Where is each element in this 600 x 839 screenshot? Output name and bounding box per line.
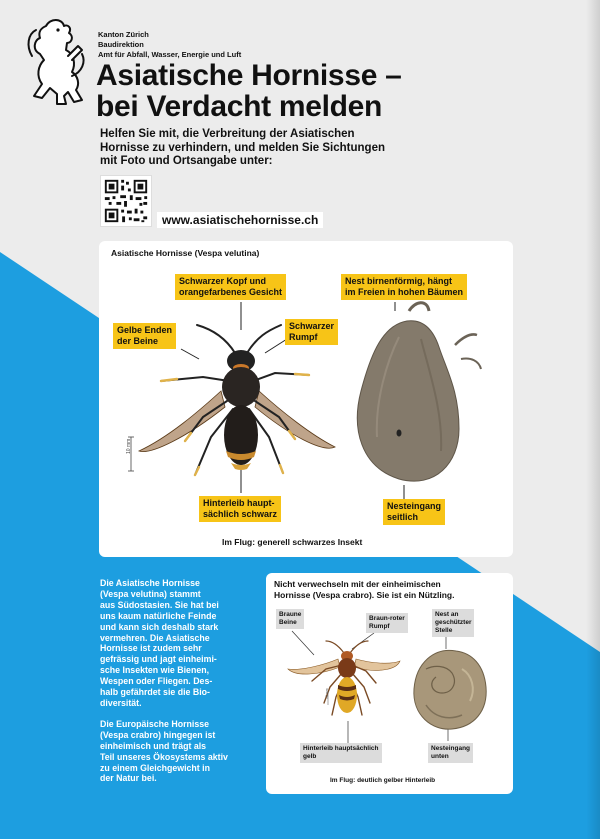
title-line-2: bei Verdacht melden	[96, 90, 383, 123]
asian-hornet-card	[99, 241, 513, 557]
european-hornet-card	[266, 573, 513, 794]
label-nest-shape	[341, 274, 467, 300]
info-p1-line: gefrässig und jagt einheimi-	[100, 654, 217, 665]
asian-hornet-nest	[357, 303, 481, 481]
label-eu-nest-line-2: geschützter	[435, 619, 472, 626]
label-nest-entrance	[383, 499, 445, 525]
canton-header	[98, 30, 241, 60]
european-heading-line-2: Hornisse (Vespa crabro). Sie ist ein Nützling.	[274, 589, 455, 600]
label-eu-legs-line-2: Beine	[279, 619, 297, 626]
info-p1-line: uns kaum natürliche Feinde	[100, 610, 217, 621]
label-thorax-line-2: Rumpf	[289, 332, 318, 342]
directorate-name: Baudirektion	[98, 40, 144, 49]
nest-entrance-hole	[397, 430, 402, 437]
info-p1-line: Hornisse ist zudem sehr	[100, 643, 202, 654]
qr-code[interactable]	[100, 175, 152, 227]
label-head-line-2: orangefarbenes Gesicht	[179, 287, 283, 297]
info-p1-line: Die Asiatische Hornisse	[100, 578, 200, 588]
scale-label: 10 mm	[126, 438, 132, 454]
label-abdomen-line-2: sächlich schwarz	[203, 509, 278, 519]
info-paragraph-1	[100, 578, 260, 709]
hornet-thorax	[222, 367, 260, 407]
info-p2-line: der Natur bei.	[100, 773, 157, 784]
info-p2-line: (Vespa crabro) hingegen ist	[100, 729, 216, 740]
label-european-nest	[432, 609, 474, 637]
info-p2-line: einheimisch und trägt als	[100, 740, 207, 751]
page-title	[96, 60, 402, 122]
intro-text	[100, 128, 480, 169]
label-eu-nest-line-3: Stelle	[435, 627, 453, 634]
canton-name: Kanton Zürich	[98, 30, 149, 39]
info-p2-line: Teil unseres Ökosystems aktiv	[100, 751, 228, 762]
label-legs-line-2: der Beine	[117, 336, 159, 346]
european-scale-label: 10 mm	[325, 688, 329, 699]
label-eu-abdomen-line-1: Hinterleib hauptsächlich	[303, 745, 379, 752]
info-p1-line: halb gefährdet sie die Bio-	[100, 687, 210, 698]
label-entrance-line-1: Nesteingang	[387, 501, 442, 511]
info-paragraph-2	[100, 719, 260, 784]
label-european-abdomen	[300, 743, 382, 763]
label-abdomen	[199, 496, 281, 522]
info-p1-line: sche Insekten wie Bienen,	[100, 665, 210, 676]
label-nest-line-2: im Freien in hohen Bäumen	[345, 287, 464, 297]
label-eu-nest-line-1: Nest an	[435, 611, 459, 618]
european-heading-line-1: Nicht verwechseln mit der einheimischen	[274, 579, 441, 589]
info-p1-line: aus Südostasien. Sie hat bei	[100, 599, 219, 610]
info-p1-line: vermehren. Die Asiatische	[100, 632, 210, 643]
label-legs	[113, 323, 176, 349]
intro-line-3: mit Foto und Ortsangabe unter:	[100, 155, 273, 167]
label-entrance-line-2: seitlich	[387, 512, 419, 522]
left-wing	[139, 391, 225, 452]
report-website-link[interactable]: www.asiatischehornisse.ch	[157, 212, 323, 228]
asian-hornet-heading: Asiatische Hornisse (Vespa velutina)	[111, 248, 260, 258]
label-legs-line-1: Gelbe Enden	[117, 325, 173, 335]
info-p2-line: zu einem Gleichgewicht in	[100, 762, 210, 773]
intro-line-1: Helfen Sie mit, die Verbreitung der Asiatischen	[100, 128, 355, 140]
office-name: Amt für Abfall, Wasser, Energie und Luft	[98, 50, 242, 59]
label-eu-entrance-line-1: Nesteingang	[431, 745, 471, 752]
label-eu-entrance-line-2: unten	[431, 753, 449, 760]
page-edge-shadow	[586, 0, 600, 839]
label-abdomen-line-1: Hinterleib haupt-	[203, 498, 275, 508]
flight-note: Im Flug: generell schwarzes Insekt	[222, 537, 363, 547]
label-european-thorax	[366, 613, 408, 633]
info-text	[100, 578, 260, 794]
label-nest-line-1: Nest birnenförmig, hängt	[345, 276, 453, 286]
label-head	[175, 274, 286, 300]
title-line-1: Asiatische Hornisse –	[96, 59, 402, 92]
intro-line-2: Hornisse zu verhindern, und melden Sie Sichtungen	[100, 141, 385, 154]
label-european-entrance	[428, 743, 473, 763]
label-eu-abdomen-line-2: gelb	[303, 753, 317, 760]
label-eu-thorax-line-2: Rumpf	[369, 623, 390, 630]
label-eu-legs-line-1: Braune	[279, 611, 302, 618]
european-flight-note: Im Flug: deutlich gelber Hinterleib	[330, 777, 436, 784]
info-p1-line: (Vespa velutina) stammt	[100, 588, 201, 599]
label-thorax-line-1: Schwarzer	[289, 321, 335, 331]
info-p2-line: Die Europäische Hornisse	[100, 718, 210, 729]
label-european-legs	[276, 609, 304, 629]
european-hornet-nest	[414, 650, 486, 729]
info-p1-line: diversität.	[100, 697, 142, 708]
label-head-line-1: Schwarzer Kopf und	[179, 276, 267, 286]
info-p1-line: und kann sich deshalb stark	[100, 621, 219, 632]
label-thorax	[285, 319, 338, 345]
label-eu-thorax-line-1: Braun-roter	[369, 615, 405, 622]
info-p1-line: Wespen oder Fliegen. Des-	[100, 676, 213, 687]
zurich-lion-logo	[24, 16, 90, 108]
